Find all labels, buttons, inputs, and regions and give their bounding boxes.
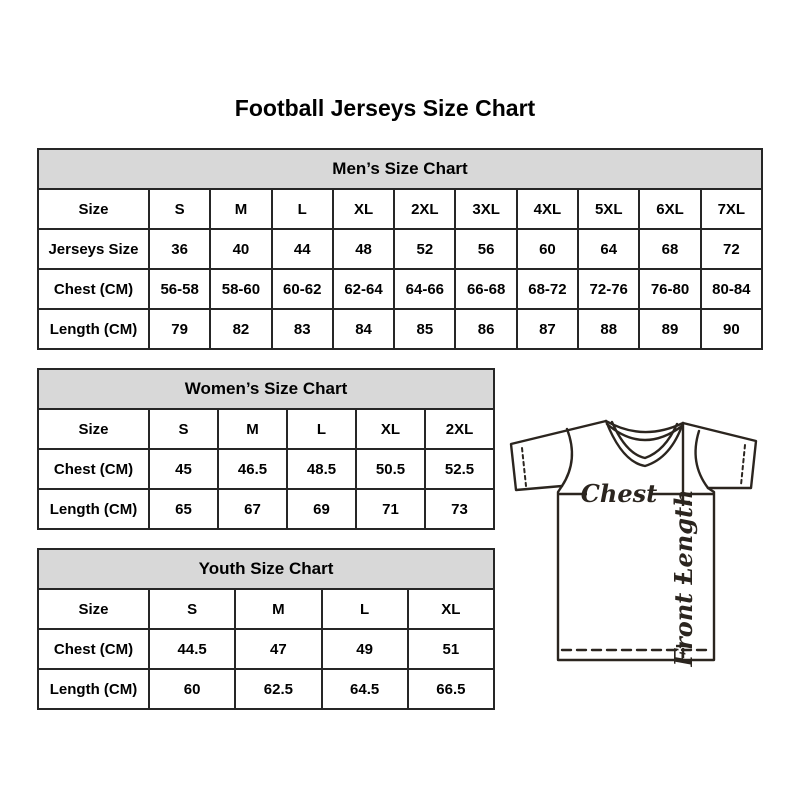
value-cell: 52.5 <box>425 449 494 489</box>
value-cell: 84 <box>333 309 394 349</box>
value-cell: 60 <box>517 229 578 269</box>
jersey-diagram-svg <box>503 408 773 670</box>
value-cell: 69 <box>287 489 356 529</box>
value-cell: 80-84 <box>701 269 762 309</box>
value-cell: M <box>218 409 287 449</box>
value-cell: 52 <box>394 229 455 269</box>
table-title: Youth Size Chart <box>38 549 494 589</box>
value-cell: 48 <box>333 229 394 269</box>
value-cell: 62-64 <box>333 269 394 309</box>
value-cell: 68 <box>639 229 700 269</box>
value-cell: 60-62 <box>272 269 333 309</box>
value-cell: L <box>272 189 333 229</box>
value-cell: 86 <box>455 309 516 349</box>
value-cell: L <box>322 589 408 629</box>
value-cell: 40 <box>210 229 271 269</box>
value-cell: 71 <box>356 489 425 529</box>
value-cell: 83 <box>272 309 333 349</box>
table-title: Women’s Size Chart <box>38 369 494 409</box>
value-cell: 47 <box>235 629 321 669</box>
value-cell: 89 <box>639 309 700 349</box>
value-cell: 50.5 <box>356 449 425 489</box>
value-cell: 2XL <box>394 189 455 229</box>
value-cell: 45 <box>149 449 218 489</box>
value-cell: 66-68 <box>455 269 516 309</box>
row-header-cell: Size <box>38 409 149 449</box>
value-cell: 5XL <box>578 189 639 229</box>
value-cell: XL <box>356 409 425 449</box>
value-cell: 51 <box>408 629 494 669</box>
value-cell: XL <box>333 189 394 229</box>
row-header-cell: Length (CM) <box>38 489 149 529</box>
value-cell: 73 <box>425 489 494 529</box>
row-header-cell: Chest (CM) <box>38 269 149 309</box>
row-header-cell: Chest (CM) <box>38 629 149 669</box>
size-table <box>37 548 495 710</box>
front-length-label: Front Length <box>669 489 698 667</box>
womens-size-table <box>37 368 495 530</box>
value-cell: M <box>235 589 321 629</box>
chest-measure-label: Chest <box>580 479 658 508</box>
value-cell: 36 <box>149 229 210 269</box>
value-cell: 6XL <box>639 189 700 229</box>
value-cell: 44 <box>272 229 333 269</box>
value-cell: 49 <box>322 629 408 669</box>
value-cell: 72-76 <box>578 269 639 309</box>
row-header-cell: Size <box>38 189 149 229</box>
value-cell: 88 <box>578 309 639 349</box>
value-cell: S <box>149 589 235 629</box>
page-title: Football Jerseys Size Chart <box>234 95 536 121</box>
value-cell: 44.5 <box>149 629 235 669</box>
row-header-cell: Length (CM) <box>38 669 149 709</box>
value-cell: S <box>149 189 210 229</box>
value-cell: 60 <box>149 669 235 709</box>
value-cell: 4XL <box>517 189 578 229</box>
value-cell: 90 <box>701 309 762 349</box>
value-cell: 2XL <box>425 409 494 449</box>
value-cell: M <box>210 189 271 229</box>
value-cell: 68-72 <box>517 269 578 309</box>
value-cell: 82 <box>210 309 271 349</box>
value-cell: L <box>287 409 356 449</box>
value-cell: 67 <box>218 489 287 529</box>
value-cell: 7XL <box>701 189 762 229</box>
row-header-cell: Length (CM) <box>38 309 149 349</box>
value-cell: 64.5 <box>322 669 408 709</box>
row-header-cell: Chest (CM) <box>38 449 149 489</box>
value-cell: S <box>149 409 218 449</box>
row-header-cell: Size <box>38 589 149 629</box>
mens-size-table <box>37 148 763 350</box>
value-cell: 56-58 <box>149 269 210 309</box>
size-table <box>37 148 763 350</box>
value-cell: 48.5 <box>287 449 356 489</box>
row-header-cell: Jerseys Size <box>38 229 149 269</box>
value-cell: 58-60 <box>210 269 271 309</box>
value-cell: 64 <box>578 229 639 269</box>
youth-size-table <box>37 548 495 710</box>
value-cell: 72 <box>701 229 762 269</box>
jersey-outline-icon <box>511 421 756 660</box>
value-cell: 85 <box>394 309 455 349</box>
value-cell: 79 <box>149 309 210 349</box>
value-cell: 46.5 <box>218 449 287 489</box>
value-cell: XL <box>408 589 494 629</box>
value-cell: 66.5 <box>408 669 494 709</box>
size-table <box>37 368 495 530</box>
value-cell: 87 <box>517 309 578 349</box>
value-cell: 56 <box>455 229 516 269</box>
jersey-measurement-diagram <box>503 408 773 670</box>
table-title: Men’s Size Chart <box>38 149 762 189</box>
value-cell: 64-66 <box>394 269 455 309</box>
value-cell: 76-80 <box>639 269 700 309</box>
value-cell: 65 <box>149 489 218 529</box>
value-cell: 3XL <box>455 189 516 229</box>
value-cell: 62.5 <box>235 669 321 709</box>
